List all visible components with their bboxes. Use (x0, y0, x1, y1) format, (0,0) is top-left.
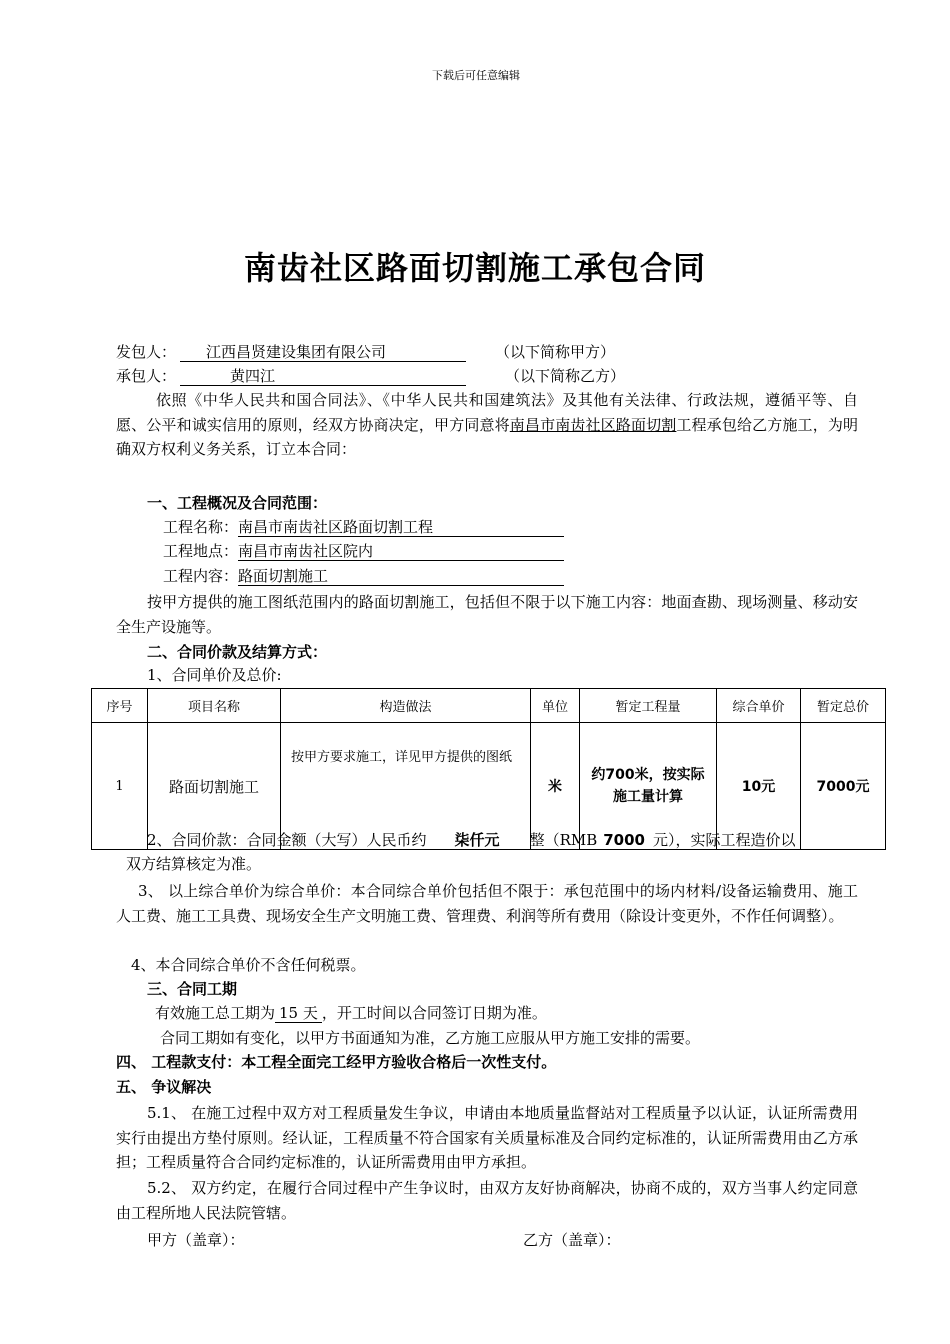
table-header-cell: 构造做法 (281, 689, 531, 723)
table-cell-unit-price: 10元 (717, 723, 801, 850)
contractor-name-field (180, 365, 466, 387)
table-cell-quantity: 约700米，按实际施工量计算 (580, 723, 717, 850)
intro-part1: 依照《中华人民共和国合同法》、《中华人民共和国建筑法》及其他有关法律、行政法规，遵循平等、自愿、公平和诚实信用的原则，经双方协商决定，甲方同意将 (116, 391, 858, 434)
intro-project-name: 南昌市南齿社区路面切割 (509, 415, 677, 434)
signature-party-b: 乙方（盖章）： (523, 1231, 621, 1249)
price-words: 柒仟元 (427, 831, 530, 850)
project-location-label: 工程地点： (163, 542, 239, 560)
duration-prefix: 有效施工总工期为 (155, 1004, 276, 1022)
table-header-cell: 序号 (92, 689, 148, 723)
employer-note: （以下简称甲方） (495, 343, 616, 361)
section5-item2: 5.2、 双方约定，在履行合同过程中产生争议时，由双方友好协商解决，协商不成的，双方当事人约定同意由工程所地人民法院管辖。 (116, 1179, 858, 1222)
table-header-cell: 项目名称 (148, 689, 281, 723)
project-location-value: 南昌市南齿社区院内 (238, 542, 564, 561)
price-prefix: 2、合同价款：合同金额（大写）人民币约 (147, 831, 427, 849)
duration-value: 15 天 (275, 1004, 322, 1023)
employer-label: 发包人： (116, 343, 177, 361)
table-header-cell: 综合单价 (717, 689, 801, 723)
item3-paragraph: 3、 以上综合单价为综合单价：本合同综合单价包括但不限于：承包范围中的场内材料/设备运输费用、施工人工费、施工工具费、现场安全生产文明施工费、管理费、利润等所有费用（除设计变更外，不作任何调整）。 (116, 882, 858, 925)
table-cell-unit: 米 (531, 723, 580, 850)
price-number: 7000 (597, 831, 653, 850)
price-table (91, 688, 886, 850)
section5-heading: 五、 争议解决 (116, 1078, 212, 1096)
table-cell-total: 7000元 (801, 723, 886, 850)
price-mid: 整（RMB (529, 831, 598, 849)
section1-heading: 一、工程概况及合同范围： (147, 494, 328, 512)
section2-sub1: 1、合同单价及总价: (147, 666, 282, 684)
project-location-row (163, 540, 564, 562)
signature-party-a: 甲方（盖章）： (147, 1231, 245, 1249)
project-content-label: 工程内容： (163, 567, 239, 585)
section4-heading: 四、 工程款支付：本工程全面完工经甲方验收合格后一次性支付。 (116, 1053, 557, 1071)
project-name-label: 工程名称： (163, 518, 239, 536)
employer-name: 江西昌贤建设集团有限公司 (180, 343, 466, 362)
table-header-cell: 暂定总价 (801, 689, 886, 723)
project-content-value: 路面切割施工 (238, 567, 564, 586)
table-header-row (92, 689, 886, 723)
project-content-row (163, 565, 564, 587)
contract-price-line (147, 829, 796, 851)
duration-line (155, 1002, 547, 1024)
header-note: 下载后可任意编辑 (432, 69, 520, 82)
section3-heading: 三、合同工期 (147, 980, 238, 998)
intro-part2: 工程承包给乙方施工，为明确双方权利义务关系，订立本合同： (116, 415, 858, 458)
project-name-row (163, 516, 564, 538)
project-name-value: 南昌市南齿社区路面切割工程 (238, 518, 564, 537)
section2-heading: 二、合同价款及结算方式： (147, 643, 328, 661)
table-header-cell: 单位 (531, 689, 580, 723)
item4-text: 4、本合同综合单价不含任何税票。 (131, 956, 366, 974)
document-title: 南齿社区路面切割施工承包合同 (243, 249, 706, 287)
contract-price-line2: 双方结算核定为准。 (126, 855, 262, 873)
table-cell-item: 路面切割施工 (148, 723, 281, 850)
table-cell-index: 1 (92, 723, 148, 850)
scope-paragraph: 按甲方提供的施工图纸范围内的路面切割施工，包括但不限于以下施工内容：地面查勘、现场测量、移动安全生产设施等。 (116, 593, 858, 636)
price-suffix: 元），实际工程造价以 (653, 831, 796, 849)
contractor-note: （以下简称乙方） (505, 367, 626, 385)
contractor-name: 黄四江 (180, 367, 466, 386)
contractor-label: 承包人： (116, 367, 177, 385)
duration-suffix: ，开工时间以合同签订日期为准。 (321, 1004, 547, 1022)
duration-change: 合同工期如有变化，以甲方书面通知为准，乙方施工应服从甲方施工安排的需要。 (160, 1029, 701, 1047)
employer-name-field (180, 341, 466, 363)
section5-item1: 5.1、 在施工过程中双方对工程质量发生争议，申请由本地质量监督站对工程质量予以认证，认证所需费用实行由提出方垫付原则。经认证，工程质量不符合国家有关质量标准及合同约定标准的，认证所需费用由乙方承担；工程质量符合合同约定标准的，认证所需费用由甲方承担。 (116, 1104, 858, 1171)
intro-paragraph (116, 388, 858, 462)
table-header-cell: 暂定工程量 (580, 689, 717, 723)
table-cell-method: 按甲方要求施工，详见甲方提供的图纸 (281, 723, 531, 850)
